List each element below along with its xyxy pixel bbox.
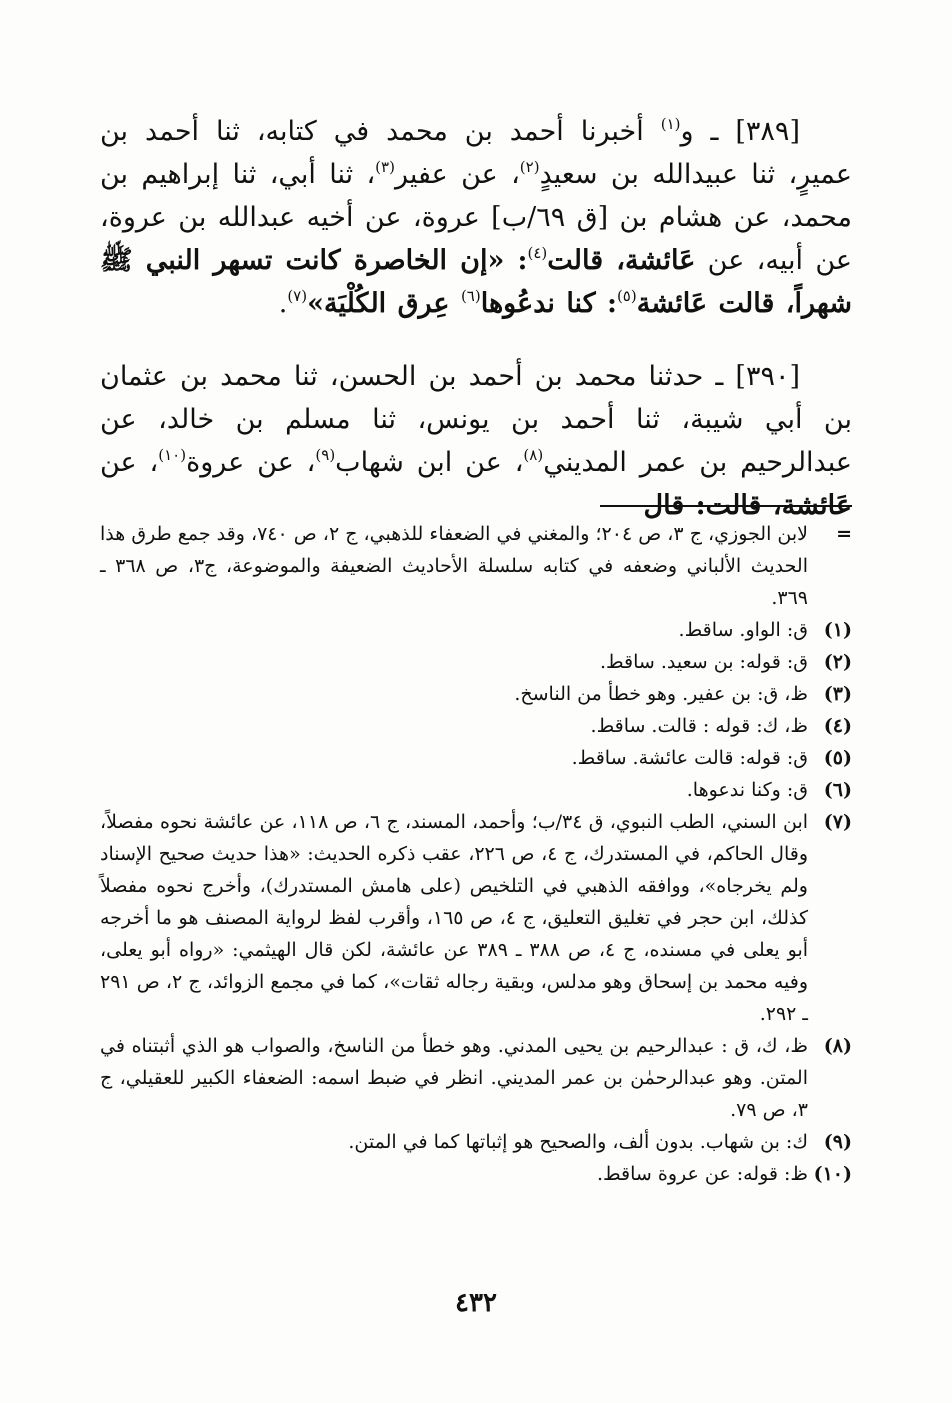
footnote-text: ك: بن شهاب. بدون ألف، والصحيح هو إثباتها كما في المتن. [348,1131,808,1153]
footnote-item [100,806,852,1030]
narrator-name: عَائشة، قالت: قال [643,490,852,521]
footnote-ref: (٣) [375,158,395,176]
footnote-ref: (٨) [523,446,544,464]
footnote-text: ابن السني، الطب النبوي، ق ٣٤/ب؛ وأحمد، المسند، ج ٦، ص ١١٨، عن عائشة نحوه مفصلاً، وقال الحاكم، في المستدرك، ج ٤، ص ٢٢٦، عقب ذكره الحديث: «هذا حديث صحيح الإسناد ولم يخرجاه»، ووافقه الذهبي في التلخيص (على هامش المستدرك)، وأخرج نحوه مفصلاً كذلك، ابن حجر في تغليق التعليق، ج ٤، ص ١٦٥، وأقرب لفظ لرواية المصنف هو ما أخرجه أبو يعلى في مسنده، ج ٤، ص ٣٨٨ ـ ٣٨٩ عن عائشة، لكن قال الهيثمي: «رواه أبو يعلى، وفيه محمد بن إسحاق وهو مدلس، وبقية رجاله ثقات»، كما في مجمع الزوائد، ج ٢، ص ٢٩١ ـ ٢٩٢. [100,811,809,1025]
footnote-item [100,1030,852,1126]
footnote-ref: (٩) [315,446,336,464]
footnote-text: ظ، ك: قوله : قالت. ساقط. [590,715,808,737]
footnote-text: ق: قوله: قالت عائشة. ساقط. [571,747,808,769]
footnote-marker: (٥) [823,747,852,769]
footnote-marker: (٦) [823,779,852,801]
footnote-text: ق: الواو. ساقط. [678,619,808,641]
hadith-matn: عِرق الكُلْيَة» [307,288,461,319]
footnote-marker: (١) [823,619,852,641]
footnote-item [100,710,852,742]
footnote-item [100,774,852,806]
footnote-ref: (٢) [519,158,540,176]
footnote-item [100,646,852,678]
footnote-ref: (١) [660,115,681,133]
footnote-item [100,518,852,614]
footnote-item [100,614,852,646]
footnote-marker: (١٠) [813,1163,852,1185]
footnote-marker: = [836,523,852,545]
footnote-marker: (٣) [823,683,852,705]
footnote-ref: (٦) [460,287,481,305]
narrator-name: عَائشة، قالت [547,245,696,276]
footnote-marker: (٩) [823,1131,852,1153]
hadith-390 [100,355,852,527]
footnote-marker: (٧) [823,811,852,833]
hadith-390-paragraph: [٣٩٠] ـ حدثنا محمد بن أحمد بن الحسن، ثنا محمد بن عثمان بن أبي شيبة، ثنا أحمد بن يونس، ثنا مسلم بن خالد، عن عبدالرحيم بن عمر المديني$^{(٨)}$، عن ابن شهاب$^{(٩)}$، عن عروة$^{(١٠)}$، عن عَائشة، قالت: قال [100,361,852,521]
footnote-item [100,1126,852,1158]
hadith-389-paragraph: [٣٨٩] ـ و$^{(١)}$ أخبرنا أحمد بن محمد في كتابه، ثنا أحمد بن عميرٍ، ثنا عبيدالله بن سعيدٍ$^{(٢)}$، عن عفير$^{(٣)}$، ثنا أبي، ثنا إبراهيم بن محمد، عن هشام بن [ق ٦٩/ب] عروة، عن أخيه عبدالله بن عروة، عن أبيه، عن عَائشة، قالت$^{(٤)}$: «إن الخاصرة كانت تسهر النبي ﷺ شهراً، قالت عَائشة$^{(٥)}$: كنا ندعُوها$^{(٦)}$ عِرق الكُلْيَة»$^{(٧)}$. [100,115,852,319]
footnote-marker: (٢) [823,651,852,673]
page-number: ٤٣٢ [455,1288,497,1318]
footnote-ref: (١٠) [158,446,187,464]
hadith-389 [100,110,852,325]
footnote-item [100,1158,852,1190]
footnote-text: ق: وكنا ندعوها. [686,779,808,801]
footnote-ref: (٤) [527,244,548,262]
hadith-number: [٣٩٠] [735,361,800,392]
footnote-marker: (٤) [823,715,852,737]
footnote-ref: (٧) [287,287,308,305]
footnote-ref: (٥) [616,287,637,305]
hadith-matn: : «إن الخاصرة كانت تسهر النبي ﷺ شهراً، قالت عَائشة [100,245,852,319]
footnote-text: ق: قوله: بن سعيد. ساقط. [599,651,808,673]
footnote-separator [600,505,852,507]
footnote-text: ظ: قوله: عن عروة ساقط. [596,1163,808,1185]
hadith-number: [٣٨٩] [735,116,800,147]
hadith-matn: : كنا ندعُوها [480,288,617,319]
footnote-marker: (٨) [823,1035,852,1057]
footnotes [100,518,852,1190]
footnote-item [100,678,852,710]
footnote-item [100,742,852,774]
footnote-text: ظ، ق: بن عفير. وهو خطأ من الناسخ. [514,683,808,705]
footnote-text: ظ، ك، ق : عبدالرحيم بن يحيى المدني. وهو خطأ من الناسخ، والصواب هو الذي أثبتناه في المتن. وهو عبدالرحمٰن بن عمر المديني. انظر في ضبط اسمه: الضعفاء الكبير للعقيلي، ج ٣، ص ٧٩. [100,1035,808,1121]
footnote-text: لابن الجوزي، ج ٣، ص ٢٠٤؛ والمغني في الضعفاء للذهبي، ج ٢، ص ٧٤٠، وقد جمع طرق هذا الحديث الألباني وضعفه في كتابه سلسلة الأحاديث الضعيفة والموضوعة، ج٣، ص ٣٦٨ ـ ٣٦٩. [100,523,808,609]
